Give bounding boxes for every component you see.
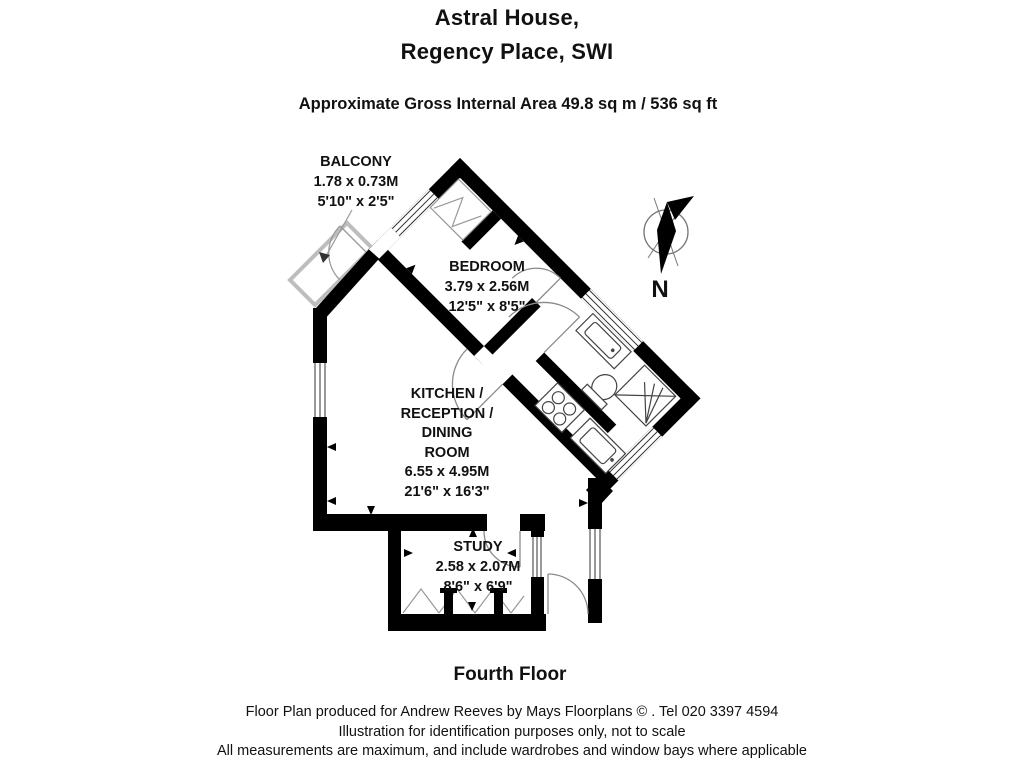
wall-bottom-main <box>313 514 487 531</box>
balcony-name: BALCONY <box>320 154 392 170</box>
page-title-line2: Regency Place, SWI <box>400 39 614 64</box>
balcony-outline <box>290 210 372 305</box>
footer-line1: Floor Plan produced for Andrew Reeves by Mays Floorplans © . Tel 020 3397 4594 <box>245 704 779 720</box>
bedroom-imperial: 12'5" x 8'5" <box>448 299 526 315</box>
balcony-metric: 1.78 x 0.73M <box>313 174 399 190</box>
kitchen-name-line4: ROOM <box>424 444 470 461</box>
kitchen-name-line3: DINING <box>421 425 473 441</box>
kitchen-name-line2: RECEPTION / <box>400 405 494 422</box>
study-metric: 2.58 x 2.07M <box>435 559 521 575</box>
footer-line2: Illustration for identification purposes only, not to scale <box>338 724 686 740</box>
kitchen-metric: 6.55 x 4.95M <box>404 464 490 480</box>
bedroom-metric: 3.79 x 2.56M <box>444 279 530 295</box>
kitchen-label <box>401 385 494 502</box>
footer-line3: All measurements are maximum, and include wardrobes and window bays where applicable <box>217 743 807 759</box>
kitchen-imperial: 21'6" x 16'3" <box>404 483 490 500</box>
page-title-line1: Astral House, <box>434 5 580 30</box>
bedroom-name: BEDROOM <box>449 259 525 275</box>
area-subtitle: Approximate Gross Internal Area 49.8 sq m / 536 sq ft <box>298 95 718 113</box>
wall-study-left <box>388 531 401 621</box>
study-imperial: 8'6" x 6'9" <box>443 579 513 595</box>
balcony-imperial: 5'10" x 2'5" <box>317 194 395 210</box>
north-label: N <box>651 276 669 303</box>
study-label <box>436 537 521 597</box>
kitchen-name-line1: KITCHEN / <box>410 386 484 402</box>
wall-study-bottom <box>388 614 546 631</box>
floor-name: Fourth Floor <box>453 664 567 685</box>
bedroom-label <box>445 257 530 317</box>
fixtures <box>518 314 679 475</box>
north-arrow-icon <box>644 196 694 274</box>
study-name: STUDY <box>453 539 503 555</box>
balcony-label <box>314 152 399 212</box>
bedroom-wing <box>333 158 701 526</box>
